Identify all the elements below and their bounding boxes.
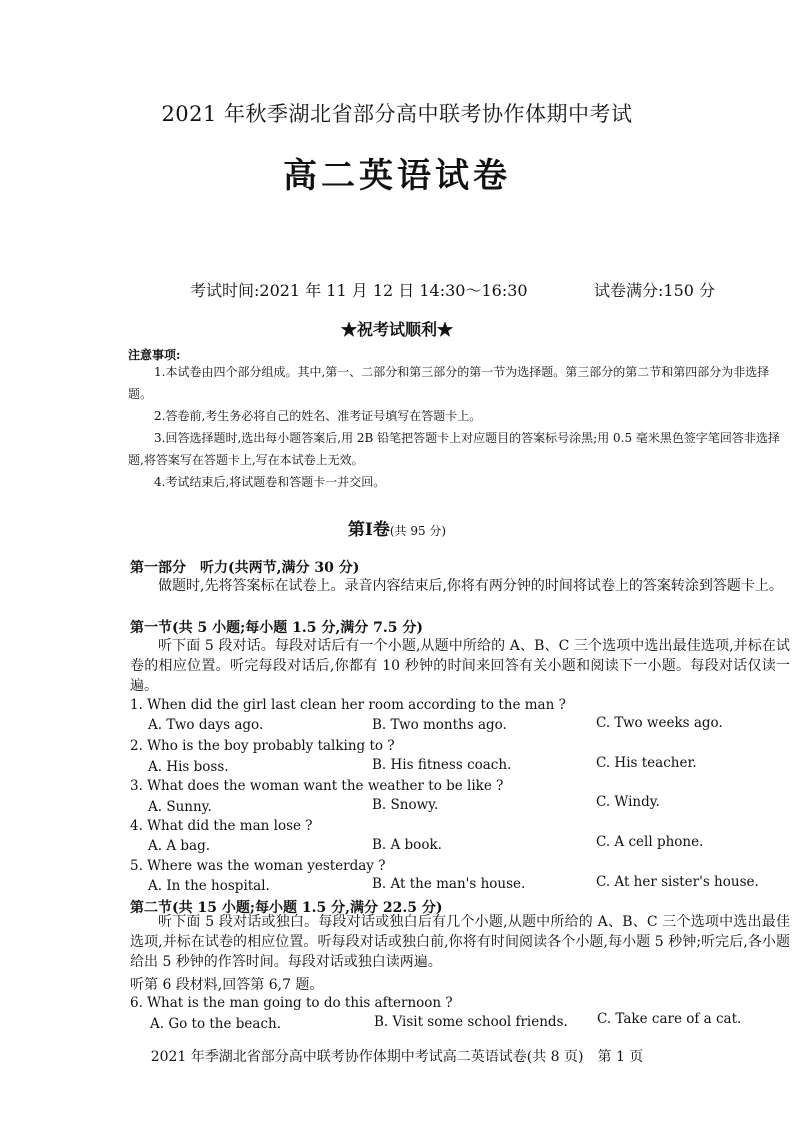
- page-footer: 2021 年季湖北省部分高中联考协作体期中考试高二英语试卷(共 8 页) 第 1 页: [150, 1049, 644, 1065]
- question-stem: 4. What did the man lose ?: [130, 818, 313, 834]
- notice-item: 1.本试卷由四个部分组成。其中,第一、二部分和第三部分的第一节为选择题。第三部分的第二节和第四部分为非选择题。: [128, 365, 770, 401]
- notice-item: 3.回答选择题时,选出每小题答案后,用 2B 铅笔把答题卡上对应题目的答案标号涂黑;用 0.5 毫米黑色签字笔回答非选择题,将答案写在答题卡上,写在本试卷上无效。: [128, 431, 780, 467]
- option-c: C. At her sister's house.: [596, 874, 759, 890]
- option-a: A. A bag.: [148, 838, 210, 854]
- option-c: C. A cell phone.: [596, 834, 704, 850]
- section1-instruction: 听下面 5 段对话。每段对话后有一个小题,从题中所给的 A、B、C 三个选项中选出最佳选项,并标在试卷的相应位置。听完每段对话后,你都有 10 秒钟的时间来回答有关小题和阅读下一小题。每段对话仅读一遍。: [130, 638, 790, 694]
- option-a: A. Sunny.: [148, 799, 212, 815]
- part1-instruction: 做题时,先将答案标在试卷上。录音内容结束后,你将有两分钟的时间将试卷上的答案转涂到答题卡上。: [158, 578, 783, 594]
- question-stem: 5. Where was the woman yesterday ?: [130, 858, 386, 874]
- option-c: C. Windy.: [596, 794, 660, 810]
- material-note: 听第 6 段材料,回答第 6,7 题。: [130, 977, 324, 993]
- question-stem: 2. Who is the boy probably talking to ?: [130, 738, 395, 754]
- option-c: C. Two weeks ago.: [596, 715, 723, 731]
- option-a: A. His boss.: [148, 759, 229, 775]
- option-a: A. Go to the beach.: [150, 1016, 282, 1032]
- volume-title-sub: (共 95 分): [389, 524, 447, 538]
- section1-heading: 第一节(共 5 小题;每小题 1.5 分,满分 7.5 分): [130, 620, 423, 636]
- option-b: B. His fitness coach.: [372, 757, 512, 773]
- option-b: B. Visit some school friends.: [374, 1014, 568, 1030]
- paper-title: 高二英语试卷: [283, 156, 511, 196]
- option-c: C. His teacher.: [596, 755, 697, 771]
- option-a: A. Two days ago.: [148, 717, 264, 733]
- section2-heading: 第二节(共 15 小题;每小题 1.5 分,满分 22.5 分): [130, 900, 443, 916]
- question-stem: 3. What does the woman want the weather to be like ?: [130, 778, 504, 794]
- section2-instruction: 听下面 5 段对话或独白。每段对话或独白后有几个小题,从题中所给的 A、B、C 三个选项中选出最佳选项,并标在试卷的相应位置。听每段对话或独白前,你将有时间阅读各个小题,每小题 5 秒钟;听完后,各小题给出 5 秒钟的作答时间。每段对话或独白读两遍。: [130, 914, 790, 970]
- notice-heading: 注意事项:: [128, 348, 181, 362]
- full-score: 试卷满分:150 分: [594, 281, 716, 300]
- question-stem: 6. What is the man going to do this afternoon ?: [130, 995, 453, 1011]
- option-b: B. At the man's house.: [372, 876, 526, 892]
- option-b: B. Snowy.: [372, 797, 439, 813]
- volume-title-main: 第Ⅰ卷: [347, 520, 390, 540]
- exam-title: 2021 年秋季湖北省部分高中联考协作体期中考试: [161, 102, 633, 126]
- volume-title: [0, 515, 794, 540]
- option-b: B. A book.: [372, 837, 442, 853]
- exam-time: 考试时间:2021 年 11 月 12 日 14:30～16:30: [190, 281, 528, 300]
- notice-item: 4.考试结束后,将试题卷和答题卡一并交回。: [154, 475, 386, 489]
- good-luck-wish: ★祝考试顺利★: [340, 320, 453, 339]
- option-a: A. In the hospital.: [148, 878, 270, 894]
- option-b: B. Two months ago.: [372, 717, 507, 733]
- option-c: C. Take care of a cat.: [597, 1011, 742, 1027]
- notice-item: 2.答卷前,考生务必将自己的姓名、准考证号填写在答题卡上。: [154, 409, 482, 423]
- part1-heading: 第一部分 听力(共两节,满分 30 分): [130, 560, 360, 576]
- question-stem: 1. When did the girl last clean her room according to the man ?: [130, 697, 566, 713]
